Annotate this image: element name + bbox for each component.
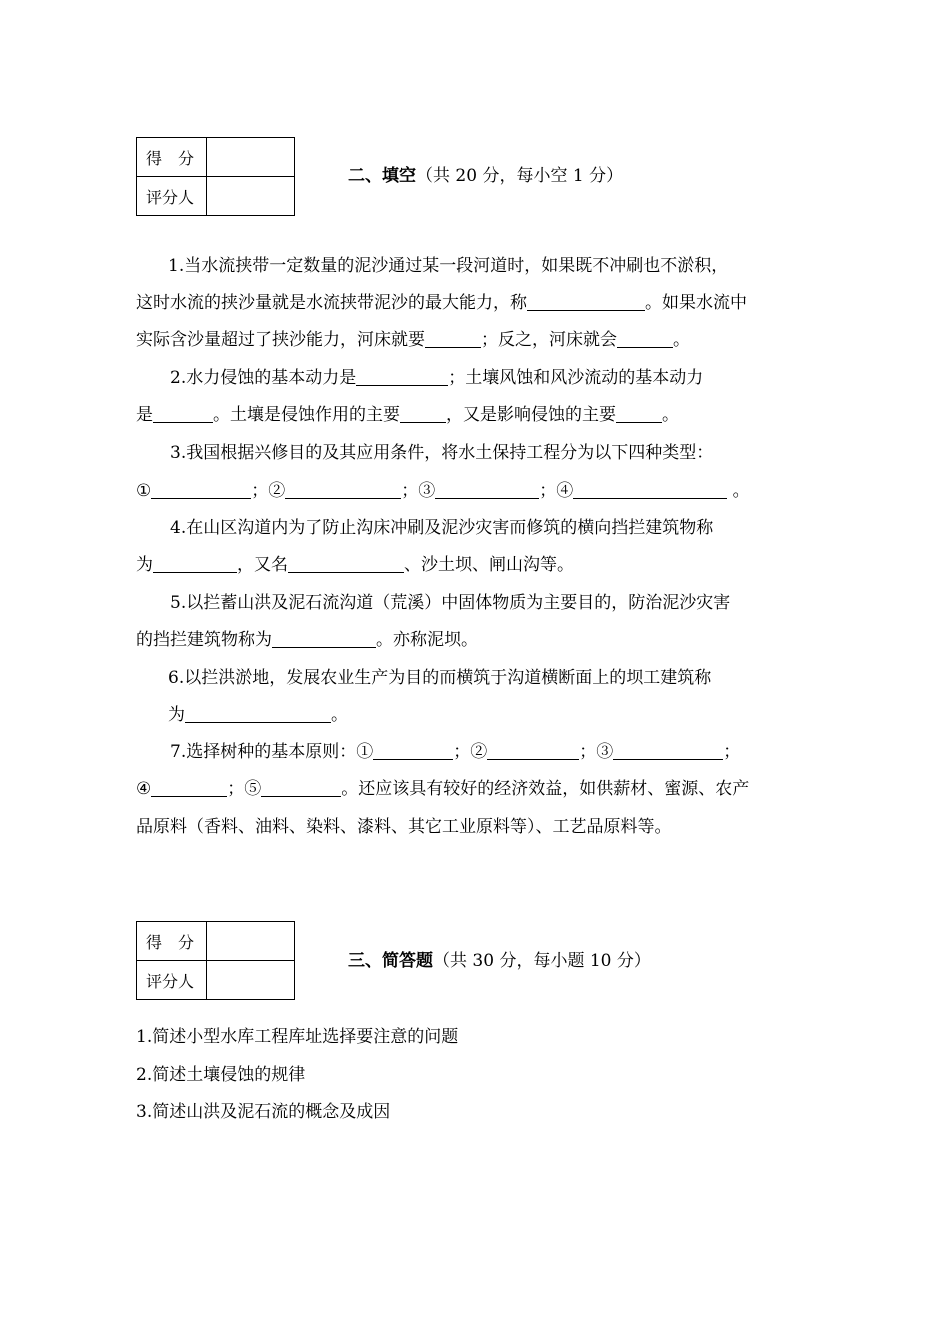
line-text: 5.以拦蓄山洪及泥石流沟道（荒溪）中固体物质为主要目的，防治泥沙灾害 bbox=[170, 593, 731, 613]
fill-in-line-11 bbox=[136, 630, 478, 650]
line-text: ； bbox=[723, 742, 741, 762]
answer-blank[interactable] bbox=[356, 368, 448, 386]
line-text: ，又名 bbox=[237, 555, 288, 575]
line-text: 。亦称泥坝。 bbox=[376, 630, 478, 650]
fill-in-line-6 bbox=[170, 443, 713, 463]
score-label: 得 分 bbox=[137, 138, 207, 177]
fill-in-line-12 bbox=[168, 668, 711, 688]
line-text: 3.我国根据兴修目的及其应用条件，将水土保持工程分为以下四种类型： bbox=[170, 443, 714, 463]
answer-blank[interactable] bbox=[435, 481, 539, 499]
line-text: 2.水力侵蚀的基本动力是 bbox=[170, 368, 357, 388]
fill-in-line-13 bbox=[168, 705, 348, 725]
score-box-section2 bbox=[136, 137, 295, 216]
fill-in-line-16 bbox=[136, 817, 672, 837]
answer-blank[interactable] bbox=[573, 481, 727, 499]
fill-in-line-4 bbox=[170, 368, 703, 388]
fill-in-line-2 bbox=[136, 293, 747, 313]
line-text: ，又是影响侵蚀的主要 bbox=[446, 405, 616, 425]
fill-in-line-7 bbox=[136, 481, 750, 501]
answer-blank[interactable] bbox=[425, 330, 481, 348]
line-text: 、沙土坝、闸山沟等。 bbox=[404, 555, 574, 575]
fill-in-line-14 bbox=[170, 742, 740, 762]
grader-label: 评分人 bbox=[137, 177, 207, 216]
line-text: 为 bbox=[136, 555, 153, 575]
answer-blank[interactable] bbox=[527, 293, 645, 311]
line-text: 6.以拦洪淤地，发展农业生产为目的而横筑于沟道横断面上的坝工建筑称 bbox=[168, 668, 712, 688]
answer-blank[interactable] bbox=[272, 630, 376, 648]
line-text: 。 bbox=[662, 405, 679, 425]
answer-blank[interactable] bbox=[617, 330, 673, 348]
line-text: 实际含沙量超过了挟沙能力，河床就要 bbox=[136, 330, 425, 350]
section3-heading bbox=[348, 946, 651, 971]
line-text: ；⑤ bbox=[227, 779, 262, 799]
line-text: ；② bbox=[251, 481, 286, 501]
question-3: 3.简述山洪及泥石流的概念及成因 bbox=[136, 1102, 391, 1122]
answer-blank[interactable] bbox=[613, 742, 723, 760]
answer-blank[interactable] bbox=[261, 779, 341, 797]
question-1: 1.简述小型水库工程库址选择要注意的问题 bbox=[136, 1027, 459, 1047]
score-box-section3 bbox=[136, 921, 295, 1000]
line-text: ；土壤风蚀和风沙流动的基本动力 bbox=[448, 368, 704, 388]
line-text: ④ bbox=[136, 779, 152, 799]
answer-blank[interactable] bbox=[616, 405, 662, 423]
answer-blank[interactable] bbox=[487, 742, 579, 760]
line-text: 。 bbox=[331, 705, 348, 725]
score-cell bbox=[207, 138, 295, 177]
fill-in-line-5 bbox=[136, 405, 679, 425]
section2-note: （共 20 分，每小空 1 分） bbox=[416, 166, 624, 186]
fill-in-line-8 bbox=[170, 518, 713, 538]
line-text: 。还应该具有较好的经济效益，如供薪材、蜜源、农产 bbox=[341, 779, 750, 799]
section2-title: 二、填空 bbox=[348, 166, 416, 186]
line-text: 为 bbox=[168, 705, 185, 725]
line-text: ；③ bbox=[579, 742, 614, 762]
line-text: 。 bbox=[673, 330, 690, 350]
grader-cell bbox=[207, 177, 295, 216]
answer-blank[interactable] bbox=[373, 742, 453, 760]
line-text: 品原料（香料、油料、染料、漆料、其它工业原料等）、工艺品原料等。 bbox=[136, 817, 672, 837]
line-text: 。土壤是侵蚀作用的主要 bbox=[213, 405, 400, 425]
line-text: 1.当水流挟带一定数量的泥沙通过某一段河道时，如果既不冲刷也不淤积， bbox=[168, 256, 729, 276]
answer-blank[interactable] bbox=[153, 555, 237, 573]
line-text: ；③ bbox=[401, 481, 436, 501]
line-text: ；② bbox=[453, 742, 488, 762]
line-text: ；④ bbox=[539, 481, 574, 501]
grader-cell bbox=[207, 961, 295, 1000]
section3-note: （共 30 分，每小题 10 分） bbox=[433, 951, 651, 971]
answer-blank[interactable] bbox=[185, 705, 331, 723]
line-text: 4.在山区沟道内为了防止沟床冲刷及泥沙灾害而修筑的横向挡拦建筑物称 bbox=[170, 518, 714, 538]
line-text: 的挡拦建筑物称为 bbox=[136, 630, 272, 650]
fill-in-line-15 bbox=[136, 779, 749, 799]
answer-blank[interactable] bbox=[400, 405, 446, 423]
line-text: 这时水流的挟沙量就是水流挟带泥沙的最大能力，称 bbox=[136, 293, 527, 313]
answer-blank[interactable] bbox=[153, 405, 213, 423]
question-2: 2.简述土壤侵蚀的规律 bbox=[136, 1065, 306, 1085]
line-text: 7.选择树种的基本原则：① bbox=[170, 742, 374, 762]
answer-blank[interactable] bbox=[151, 481, 251, 499]
line-text: ；反之，河床就会 bbox=[481, 330, 617, 350]
section3-title: 三、简答题 bbox=[348, 951, 433, 971]
score-cell bbox=[207, 922, 295, 961]
line-text: 是 bbox=[136, 405, 153, 425]
fill-in-line-9 bbox=[136, 555, 574, 575]
line-text: 。如果水流中 bbox=[645, 293, 747, 313]
answer-blank[interactable] bbox=[285, 481, 401, 499]
grader-label: 评分人 bbox=[137, 961, 207, 1000]
line-text: 。 bbox=[727, 481, 750, 501]
line-text: ① bbox=[136, 481, 152, 501]
fill-in-line-10 bbox=[170, 593, 730, 613]
fill-in-line-1 bbox=[168, 256, 728, 276]
answer-blank[interactable] bbox=[151, 779, 227, 797]
score-label: 得 分 bbox=[137, 922, 207, 961]
section2-heading bbox=[348, 161, 623, 186]
answer-blank[interactable] bbox=[288, 555, 404, 573]
fill-in-line-3 bbox=[136, 330, 690, 350]
